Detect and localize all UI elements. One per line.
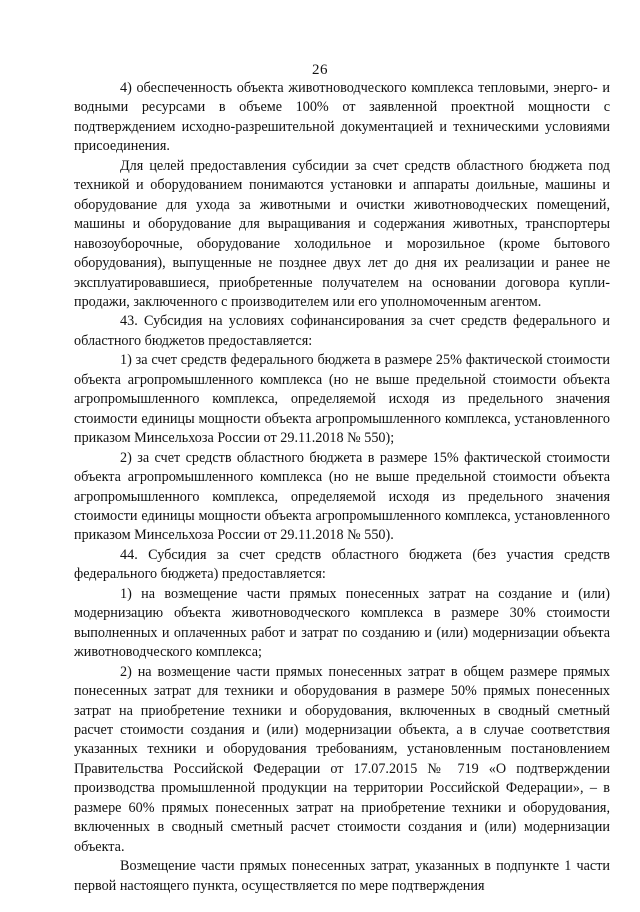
paragraph-44-regional-only: 44. Субсидия за счет средств областного бюджета (без участия средств федерального бюджета) предоставляется: [74,546,610,583]
paragraph-43-2-regional: 2) за счет средств областного бюджета в размере 15% фактической стоимости объекта агропромышленного комплекса (но не выше предельной стоимости объекта агропромышленного комплекса, определяемой исходя из предельного значения стоимости единицы мощности объекта агропромышленного комплекса, установленного приказом Минсельхоза России от 29.11.2018 № 550). [74,449,610,544]
paragraph-43-cofinancing: 43. Субсидия на условиях софинансирования за счет средств федерального и областного бюджетов предоставляется: [74,313,610,349]
paragraph-44-1-construction: 1) на возмещение части прямых понесенных затрат на создание и (или) модернизацию объекта животноводческого комплекса в размере 30% стоимости выполненных и оплаченных работ и затрат по созданию и (или) модернизации объекта животноводческого комплекса; [74,585,610,661]
page-number: 26 [312,62,328,78]
document-body [74,79,610,896]
paragraph-43-1-federal: 1) за счет средств федерального бюджета в размере 25% фактической стоимости объекта агропромышленного комплекса (но не выше предельной стоимости объекта агропромышленного комплекса, определяемой исходя из предельного значения стоимости единицы мощности объекта агропромышленного комплекса, установленного приказом Минсельхоза России от 29.11.2018 № 550); [74,352,610,447]
paragraph-44-2-equipment: 2) на возмещение части прямых понесенных затрат в общем размере прямых понесенных затрат для техники и оборудования в размере 50% прямых понесенных затрат на приобретение техники и оборудования, включенных в сводный сметный расчет стоимости создания и (или) модернизации объекта, а в случае соответствия указанных техники и оборудования требованиям, установленным постановлением Правительства Российской Федерации от 17.07.2015 № 719 «О подтверждении производства промышленной продукции на территории Российской Федерации», – в размере 60% прямых понесенных затрат на приобретение техники и оборудования, включенных в сводный сметный расчет стоимости создания и (или) модернизации объекта. [74,663,610,855]
paragraph-equipment-definition: Для целей предоставления субсидии за счет средств областного бюджета под техникой и оборудованием понимаются установки и аппараты доильные, машины и оборудование для ухода за животными и очистки животноводческих помещений, машины и оборудование для выращивания и содержания животных, транспортеры навозоуборочные, оборудование холодильное и морозильное (кроме бытового оборудования), выпущенные не позднее двух лет до дня их реализации и ранее не эксплуатировавшиеся, приобретенные получателем на основании договора купли-продажи, заключенного с производителем или его уполномоченным агентом. [74,157,610,310]
paragraph-4-resources: 4) обеспеченность объекта животноводческого комплекса тепловыми, энерго- и водными ресурсами в объеме 100% от заявленной проектной мощности с подтверждением исходно-разрешительной документацией и техническими условиями присоединения. [74,80,610,155]
paragraph-reimbursement: Возмещение части прямых понесенных затрат, указанных в подпункте 1 части первой настоящего пункта, осуществляется по мере подтверждения [74,858,610,894]
